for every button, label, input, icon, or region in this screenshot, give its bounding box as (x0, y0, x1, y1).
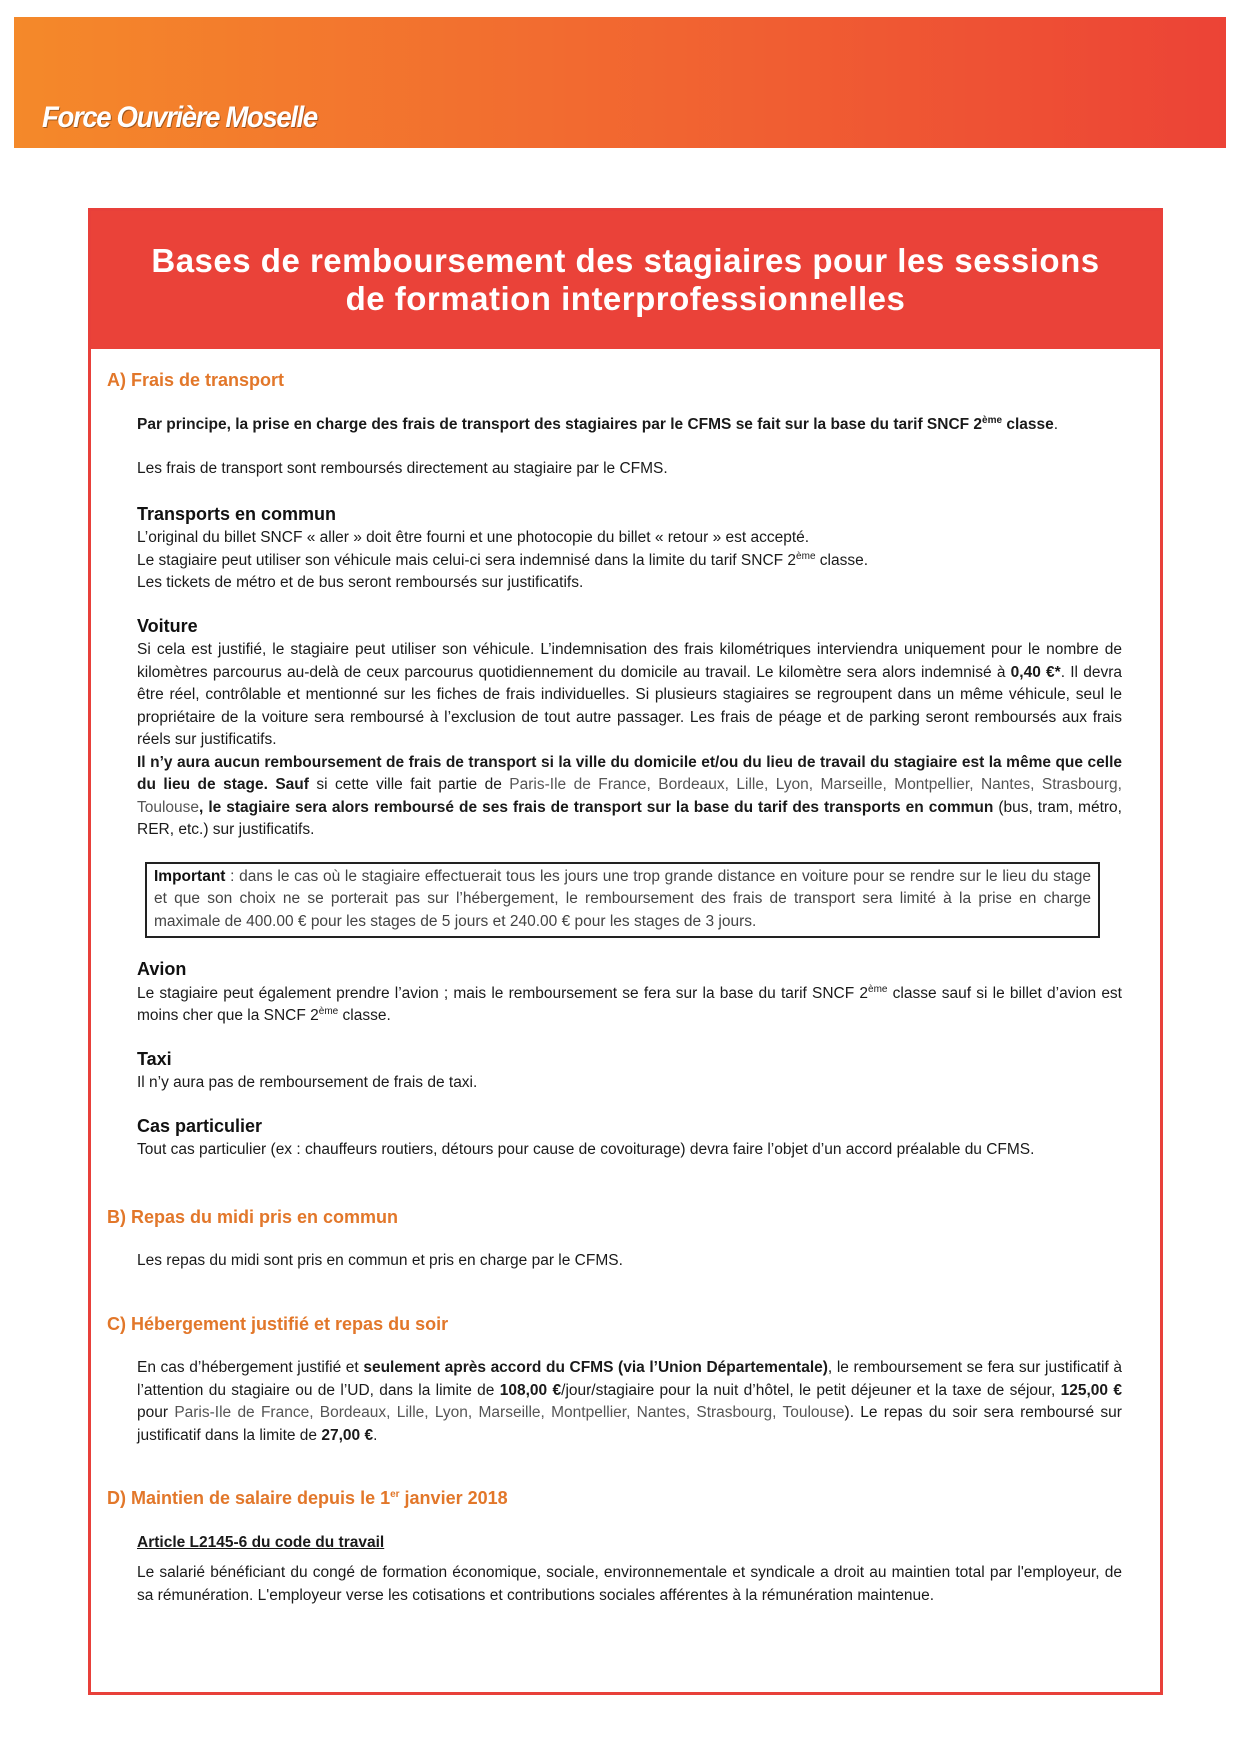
article-reference: Article L2145-6 du code du travail (137, 1533, 385, 1551)
avion-text: Le stagiaire peut également prendre l’avion ; mais le remboursement se fera sur la base du tarif SNCF 2ème classe sauf si le billet d’avion est moins cher que la SNCF 2ème classe. (137, 983, 1122, 1024)
voiture-title: Voiture (137, 615, 198, 636)
section-d-text: Le salarié bénéficiant du congé de formation économique, sociale, environnementale et syndicale a droit au maintien total par l'employeur, de sa rémunération. L'employeur verse les cotisations et contributions sociales afférentes à la rémunération maintenue. (137, 1564, 1122, 1604)
section-a-body (137, 414, 1122, 842)
taxi-title: Taxi (137, 1048, 172, 1069)
cas-particulier-title: Cas particulier (137, 1115, 263, 1136)
taxi-text: Il n’y aura pas de remboursement de frais de taxi. (137, 1074, 478, 1091)
transports-line-3: Les tickets de métro et de bus seront remboursés sur justificatifs. (137, 574, 584, 591)
section-c-heading: C) Hébergement justifié et repas du soir (107, 1313, 449, 1334)
section-a-heading: A) Frais de transport (107, 370, 285, 390)
title-line-2: de formation interprofessionnelles (345, 280, 906, 317)
voiture-paragraph-1: Si cela est justifié, le stagiaire peut utiliser son véhicule. L’indemnisation des frais kilométriques interviendra uniquement pour le nombre de kilomètres parcourus au-delà de ceux parcourus quotidiennement du domicile au travail. Le kilomètre sera alors indemnisé à 0,40 €*. Il devra être réel, contrôlable et mentionné sur les fiches de frais individuelles. Si plusieurs stagiaires se regroupent dans un même véhicule, seul le propriétaire de la voiture sera remboursé à l’exclusion de tout autre passager. Les frais de péage et de parking seront remboursés aux frais réels sur justificatifs. (137, 641, 1122, 748)
transport-direct-refund: Les frais de transport sont remboursés directement au stagiaire par le CFMS. (137, 460, 668, 477)
cas-particulier-text: Tout cas particulier (ex : chauffeurs routiers, détours pour cause de covoiturage) devra faire l’objet d’un accord préalable du CFMS. (137, 1141, 1035, 1158)
page-title (151, 242, 1099, 318)
voiture-paragraph-2: Il n’y aura aucun remboursement de frais de transport si la ville du domicile et/ou du lieu de travail du stagiaire est la même que celle du lieu de stage. Sauf si cette ville fait partie de Paris-Ile de France, Bordeaux, Lille, Lyon, Marseille, Montpellier, Nantes, Strasbourg, Toulouse, le stagiaire sera alors remboursé de ses frais de transport sur la base du tarif des transports en commun (bus, tram, métro, RER, etc.) sur justificatifs. (137, 753, 1122, 838)
title-line-1: Bases de remboursement des stagiaires pour les sessions (151, 242, 1100, 279)
section-b-body (137, 1250, 1122, 1273)
avion-title: Avion (137, 959, 187, 979)
section-c-text: En cas d’hébergement justifié et seulement après accord du CFMS (via l’Union Départementale), le remboursement se fera sur justificatif à l’attention du stagiaire ou de l’UD, dans la limite de 108,00 €/jour/stagiaire pour la nuit d’hôtel, le petit déjeuner et la taxe de séjour, 125,00 € pour Paris-Ile de France, Bordeaux, Lille, Lyon, Marseille, Montpellier, Nantes, Strasbourg, Toulouse). Le repas du soir sera remboursé sur justificatif dans la limite de 27,00 €. (137, 1359, 1122, 1444)
document-content (107, 369, 1122, 1607)
section-c-body (137, 1357, 1122, 1447)
transport-principle: Par principe, la prise en charge des frais de transport des stagiaires par le CFMS se fait sur la base du tarif SNCF 2ème classe. (137, 414, 1059, 433)
transports-line-1: L’original du billet SNCF « aller » doit être fourni et une photocopie du billet « retour » est accepté. (137, 529, 810, 546)
transports-en-commun-title: Transports en commun (137, 503, 337, 524)
header-banner (14, 17, 1226, 148)
section-b-text: Les repas du midi sont pris en commun et pris en charge par le CFMS. (137, 1252, 623, 1269)
section-b-heading: B) Repas du midi pris en commun (107, 1206, 399, 1227)
title-bar (91, 211, 1160, 349)
document-frame (88, 208, 1163, 1695)
important-notice-box: Important : dans le cas où le stagiaire effectuerait tous les jours une trop grande distance en voiture pour se rendre sur le lieu du stage et que son choix ne se porterait pas sur l’hébergement, le remboursement des frais de transport sera limité à la prise en charge maximale de 400.00 € pour les stages de 5 jours et 240.00 € pour les stages de 3 jours. (145, 862, 1100, 939)
section-a-body-continued (137, 958, 1122, 1162)
transports-line-2: Le stagiaire peut utiliser son véhicule mais celui-ci sera indemnisé dans la limite du tarif SNCF 2ème classe. (137, 550, 869, 569)
section-d-heading: D) Maintien de salaire depuis le 1er janvier 2018 (107, 1488, 508, 1508)
brand-logo-text: Force Ouvrière Moselle (42, 101, 317, 134)
section-d-body (137, 1532, 1122, 1608)
